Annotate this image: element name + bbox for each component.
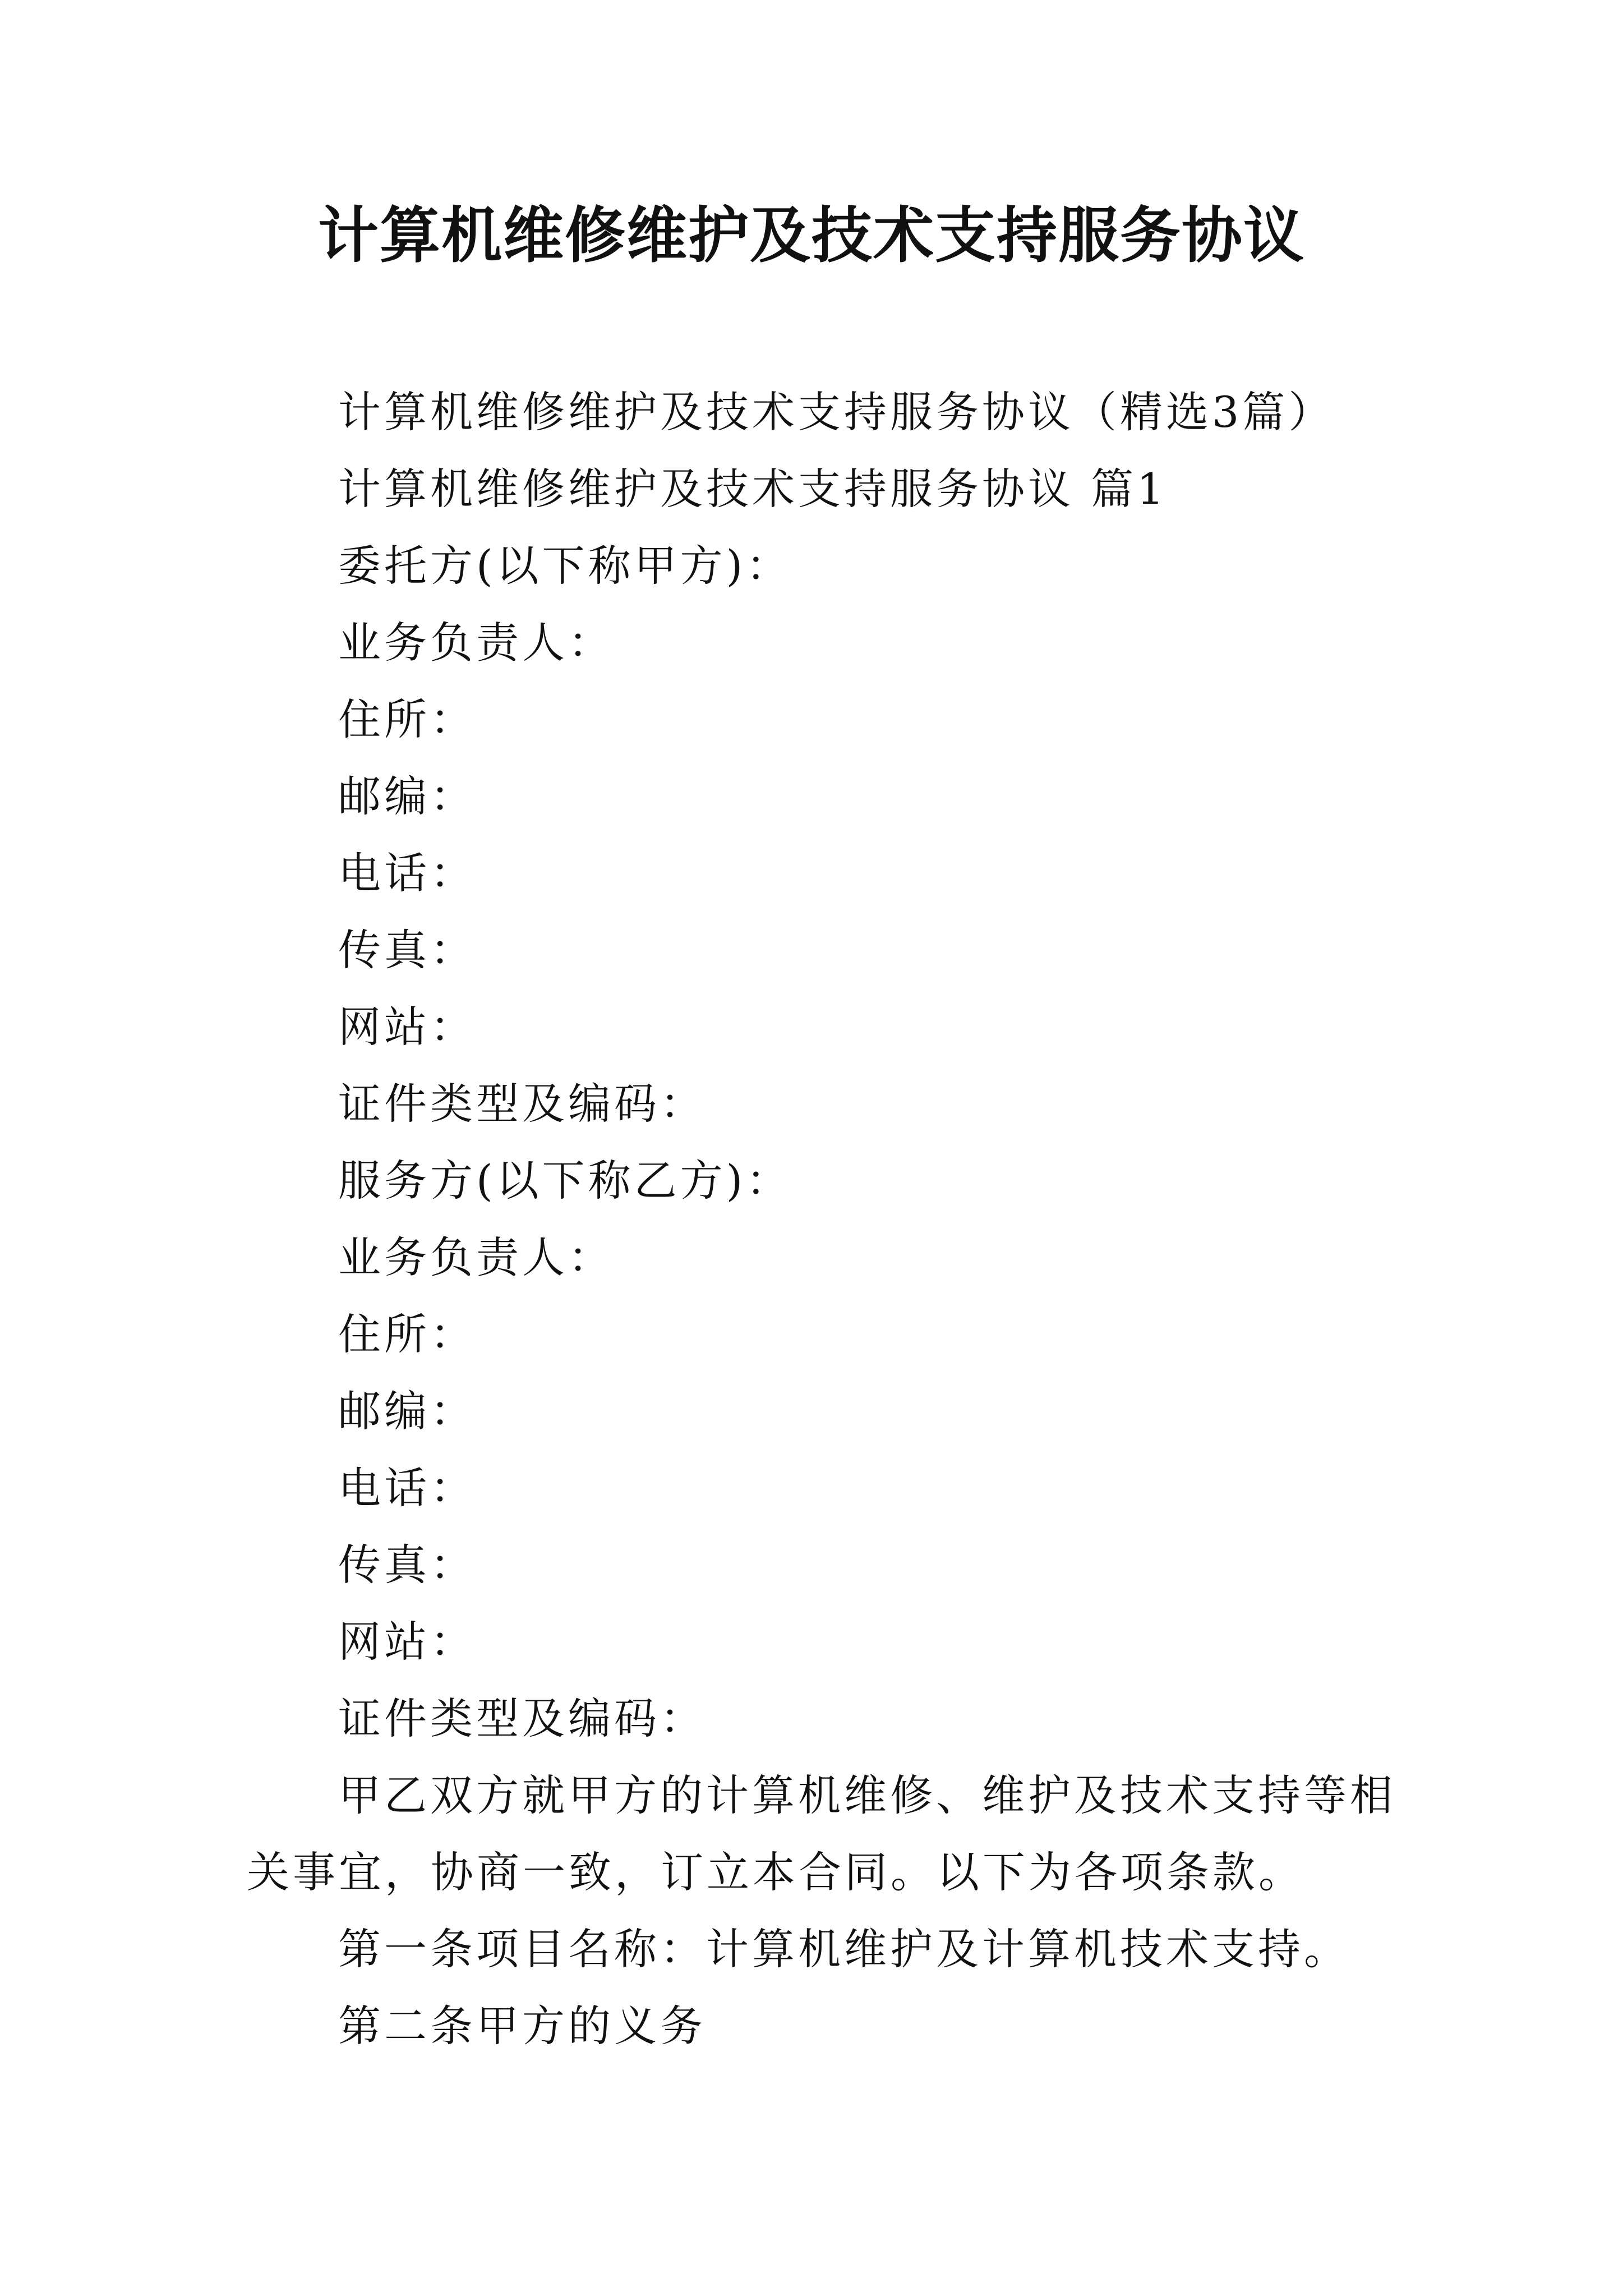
document-title: 计算机维修维护及技术支持服务协议: [317, 200, 1305, 271]
party-b-manager-field: 业务负责人：: [338, 1232, 614, 1282]
party-b-label: 服务方(以下称乙方)：: [338, 1156, 792, 1205]
party-a-fax-field: 传真：: [338, 925, 476, 975]
party-a-postcode-field: 邮编：: [338, 771, 476, 821]
section-heading: 计算机维修维护及技术支持服务协议 篇1: [338, 464, 1168, 514]
party-b-website-field: 网站：: [338, 1617, 476, 1667]
party-a-label: 委托方(以下称甲方)：: [338, 541, 792, 591]
article-1: 第一条项目名称：计算机维护及计算机技术支持。: [338, 1924, 1350, 1974]
article-2: 第二条甲方的义务: [338, 2001, 706, 2051]
agreement-intro-paragraph: 甲乙双方就甲方的计算机维修、维护及技术支持等相关事宜，协商一致，订立本合同。以下为各项条款。: [247, 1770, 1396, 1897]
party-a-phone-field: 电话：: [338, 848, 476, 898]
party-a-website-field: 网站：: [338, 1002, 476, 1052]
document-subtitle: 计算机维修维护及技术支持服务协议（精选3篇）: [338, 387, 1335, 437]
party-a-manager-field: 业务负责人：: [338, 618, 614, 668]
party-b-postcode-field: 邮编：: [338, 1386, 476, 1436]
document-body: [247, 374, 1402, 2064]
party-b-phone-field: 电话：: [338, 1463, 476, 1513]
party-b-address-field: 住所：: [338, 1309, 476, 1359]
party-b-id-field: 证件类型及编码：: [338, 1694, 706, 1743]
party-a-id-field: 证件类型及编码：: [338, 1079, 706, 1129]
party-a-address-field: 住所：: [338, 694, 476, 744]
party-b-fax-field: 传真：: [338, 1540, 476, 1590]
